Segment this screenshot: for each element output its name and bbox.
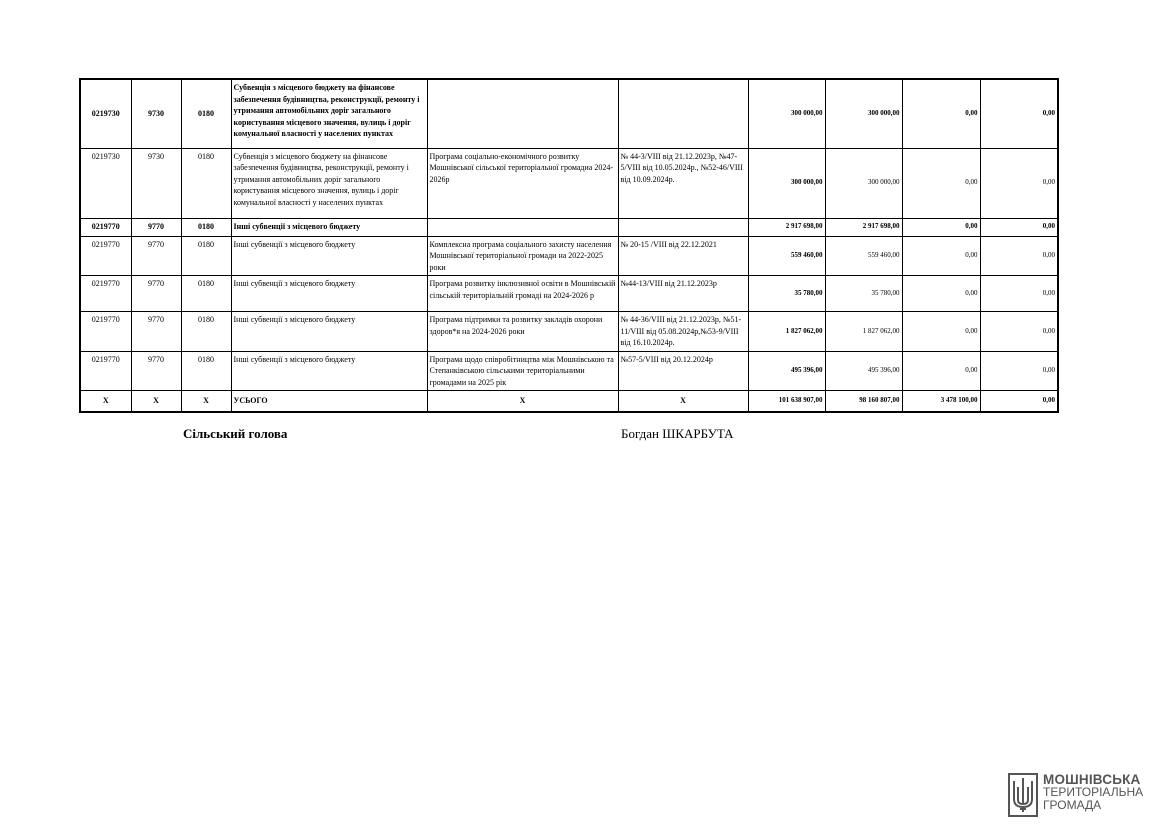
cell-fk: 0180	[181, 351, 231, 391]
cell-program: Програма підтримки та розвитку закладів охорони здоров*я на 2024-2026 роки	[427, 312, 618, 352]
total-code: X	[80, 391, 131, 412]
cell-name: Інші субвенції з місцевого бюджету	[231, 218, 427, 236]
total-decision: X	[618, 391, 748, 412]
cell-decision	[618, 79, 748, 148]
table-row	[80, 312, 1058, 352]
cell-fk: 0180	[181, 236, 231, 276]
cell-special: 0,00	[902, 236, 980, 276]
cell-fk: 0180	[181, 276, 231, 312]
total-label: УСЬОГО	[231, 391, 427, 412]
total-program: X	[427, 391, 618, 412]
cell-program: Програма розвитку інклюзивної освіти в Мошнівській сільській територіальній громаді на 2024-2026 р	[427, 276, 618, 312]
totals-row	[80, 391, 1058, 412]
budget-table-body	[80, 79, 1058, 412]
table-row	[80, 276, 1058, 312]
cell-special: 0,00	[902, 312, 980, 352]
community-logo	[1008, 773, 1158, 819]
cell-kfk: 9770	[131, 276, 181, 312]
total-fk: X	[181, 391, 231, 412]
cell-name: Інші субвенції з місцевого бюджету	[231, 312, 427, 352]
cell-code: 0219770	[80, 312, 131, 352]
cell-name: Інші субвенції з місцевого бюджету	[231, 276, 427, 312]
cell-fk: 0180	[181, 312, 231, 352]
cell-kfk: 9770	[131, 351, 181, 391]
trident-emblem-icon	[1008, 773, 1038, 817]
table-row	[80, 79, 1058, 148]
cell-code: 0219730	[80, 148, 131, 218]
cell-fk: 0180	[181, 148, 231, 218]
cell-special: 0,00	[902, 79, 980, 148]
cell-code: 0219770	[80, 351, 131, 391]
cell-total: 35 780,00	[748, 276, 825, 312]
cell-general: 300 000,00	[825, 79, 902, 148]
cell-code: 0219770	[80, 236, 131, 276]
cell-general: 35 780,00	[825, 276, 902, 312]
cell-total: 495 396,00	[748, 351, 825, 391]
cell-program: Програма щодо співробітництва між Мошнівською та Степанківською сільськими територіальними громадами на 2025 рік	[427, 351, 618, 391]
signatory-name: Богдан ШКАРБУТА	[621, 426, 734, 441]
cell-general: 495 396,00	[825, 351, 902, 391]
table-row	[80, 148, 1058, 218]
cell-special: 0,00	[902, 218, 980, 236]
cell-program: Програма соціально-економічного розвитку Мошнівської сільської територіальної громадиа 2024-2026р	[427, 148, 618, 218]
cell-kfk: 9730	[131, 79, 181, 148]
cell-total: 300 000,00	[748, 79, 825, 148]
cell-decision: №57-5/VIII від 20.12.2024р	[618, 351, 748, 391]
cell-name: Субвенція з місцевого бюджету на фінансове забезпечення будівництва, реконструкції, ремонту і утримання автомобільних доріг загального користування місцевого значення, вулиць і доріг комунальної власності у населених пунктах	[231, 79, 427, 148]
logo-line-3: ГРОМАДА	[1043, 798, 1102, 812]
cell-program	[427, 79, 618, 148]
cell-total: 300 000,00	[748, 148, 825, 218]
cell-name: Субвенція з місцевого бюджету на фінансове забезпечення будівництва, реконструкції, ремонту і утримання автомобільних доріг загального користування місцевого значення, вулиць і доріг комунальної власності у населених пунктах	[231, 148, 427, 218]
cell-special: 0,00	[902, 148, 980, 218]
cell-kfk: 9770	[131, 312, 181, 352]
cell-dev: 0,00	[980, 351, 1058, 391]
cell-decision: № 44-3/VIII від 21.12.2023р, №47-5/VIII від 10.05.2024р., №52-46/VIII від 10.09.2024р.	[618, 148, 748, 218]
cell-total: 2 917 698,00	[748, 218, 825, 236]
cell-general: 1 827 062,00	[825, 312, 902, 352]
cell-general: 2 917 698,00	[825, 218, 902, 236]
cell-kfk: 9770	[131, 236, 181, 276]
cell-code: 0219770	[80, 218, 131, 236]
total-kfk: X	[131, 391, 181, 412]
budget-table	[79, 78, 1059, 413]
total-special: 3 478 100,00	[902, 391, 980, 412]
cell-program: Комплексна програма соціального захисту населення Мошнівської територіальної громади на 2022-2025 роки	[427, 236, 618, 276]
cell-total: 1 827 062,00	[748, 312, 825, 352]
cell-code: 0219730	[80, 79, 131, 148]
cell-dev: 0,00	[980, 276, 1058, 312]
cell-dev: 0,00	[980, 148, 1058, 218]
logo-line-1: МОШНІВСЬКА	[1043, 772, 1141, 787]
table-row	[80, 351, 1058, 391]
signatory-position: Сільський голова	[183, 426, 288, 441]
cell-total: 559 460,00	[748, 236, 825, 276]
cell-fk: 0180	[181, 79, 231, 148]
logo-line-2: ТЕРИТОРІАЛЬНА	[1043, 785, 1144, 799]
table-row	[80, 236, 1058, 276]
cell-dev: 0,00	[980, 236, 1058, 276]
table-row	[80, 218, 1058, 236]
cell-decision: № 44-36/VIII від 21.12.2023р, №51-11/VIII від 05.08.2024р,№53-9/VIII від 16.10.2024р.	[618, 312, 748, 352]
cell-general: 300 000,00	[825, 148, 902, 218]
cell-decision	[618, 218, 748, 236]
cell-decision: № 20-15 /VIII від 22.12.2021	[618, 236, 748, 276]
cell-special: 0,00	[902, 276, 980, 312]
cell-name: Інші субвенції з місцевого бюджету	[231, 236, 427, 276]
total-general: 98 160 807,00	[825, 391, 902, 412]
cell-special: 0,00	[902, 351, 980, 391]
cell-code: 0219770	[80, 276, 131, 312]
total-sum: 101 638 907,00	[748, 391, 825, 412]
cell-kfk: 9730	[131, 148, 181, 218]
logo-text	[1043, 773, 1143, 812]
cell-program	[427, 218, 618, 236]
cell-dev: 0,00	[980, 79, 1058, 148]
cell-dev: 0,00	[980, 312, 1058, 352]
cell-kfk: 9770	[131, 218, 181, 236]
cell-fk: 0180	[181, 218, 231, 236]
cell-name: Інші субвенції з місцевого бюджету	[231, 351, 427, 391]
total-dev: 0,00	[980, 391, 1058, 412]
cell-decision: №44-13/VIII від 21.12.2023р	[618, 276, 748, 312]
cell-general: 559 460,00	[825, 236, 902, 276]
cell-dev: 0,00	[980, 218, 1058, 236]
